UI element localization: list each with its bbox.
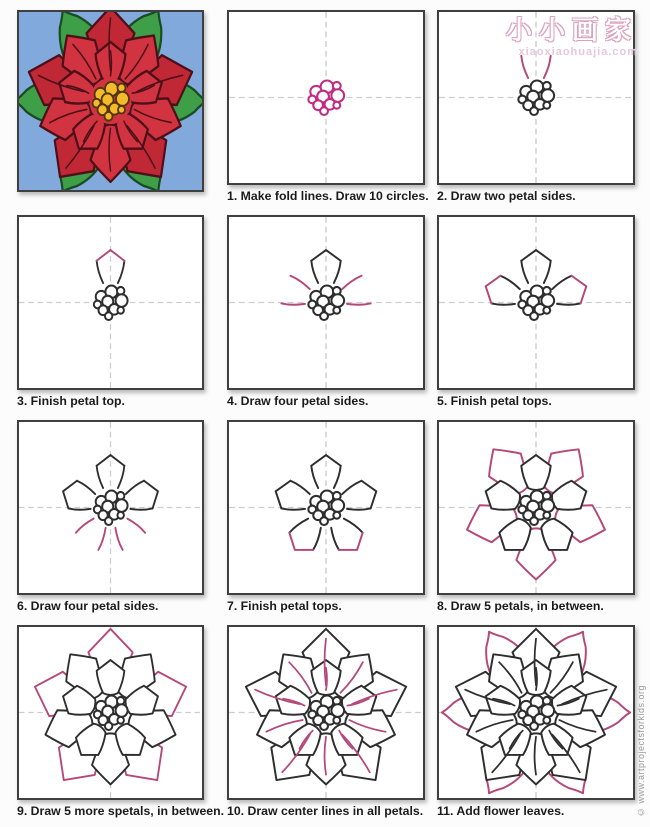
panel-frame: [437, 420, 635, 595]
panel-finished-example: [17, 10, 204, 192]
panel-frame: [17, 215, 204, 390]
step-drawing: [19, 217, 202, 388]
step-drawing: [439, 627, 633, 798]
step-caption: 4. Draw four petal sides.: [227, 394, 369, 408]
step-caption: 1. Make fold lines. Draw 10 circles.: [227, 189, 429, 203]
panel-step-8: [437, 420, 635, 613]
step-drawing: [439, 422, 633, 593]
step-caption: 6. Draw four petal sides.: [17, 599, 159, 613]
site-watermark: [506, 16, 638, 59]
panel-step-3: [17, 215, 204, 408]
panel-step-5: [437, 215, 635, 408]
panel-frame: [227, 215, 425, 390]
step-drawing: [19, 422, 202, 593]
panel-step-6: [17, 420, 204, 613]
step-drawing: [229, 627, 423, 798]
watermark-url: xiaoxiaohuajia.com: [518, 45, 638, 58]
panel-step-4: [227, 215, 425, 408]
step-caption: 7. Finish petal tops.: [227, 599, 342, 613]
panel-frame: [227, 10, 425, 185]
panel-step-9: [17, 625, 224, 818]
panel-frame: [227, 420, 425, 595]
step-caption: 8. Draw 5 petals, in between.: [437, 599, 604, 613]
copyright-credit: © www.artprojectsforkids.org: [636, 684, 646, 817]
step-drawing: [439, 217, 633, 388]
panel-frame: [17, 10, 204, 192]
step-drawing: [229, 422, 423, 593]
step-caption: 5. Finish petal tops.: [437, 394, 552, 408]
panel-frame: [437, 625, 635, 800]
step-drawing: [19, 627, 202, 798]
step-caption: 2. Draw two petal sides.: [437, 189, 576, 203]
panel-frame: [17, 625, 204, 800]
panel-frame: [17, 420, 204, 595]
step-caption: 11. Add flower leaves.: [437, 804, 565, 818]
step-caption: 9. Draw 5 more spetals, in between.: [17, 804, 225, 818]
panel-step-10: [227, 625, 425, 818]
panel-step-11: [437, 625, 635, 818]
watermark-title: 小小画家: [505, 15, 638, 45]
step-drawing: [229, 12, 423, 183]
panel-step-1: [227, 10, 429, 203]
step-caption: 3. Finish petal top.: [17, 394, 125, 408]
panel-frame: [437, 215, 635, 390]
panel-frame: [227, 625, 425, 800]
finished-flower-drawing: [19, 12, 202, 190]
panel-step-7: [227, 420, 425, 613]
step-drawing: [229, 217, 423, 388]
step-caption: 10. Draw center lines in all petals.: [227, 804, 424, 818]
